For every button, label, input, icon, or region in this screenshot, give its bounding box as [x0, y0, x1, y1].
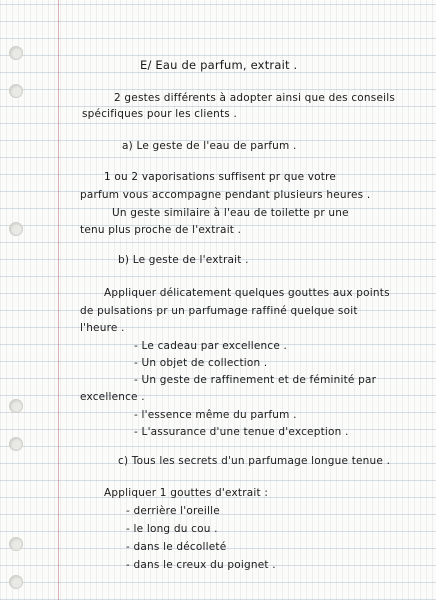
- section-c-bullet: - le long du cou .: [126, 523, 218, 535]
- punch-hole: [9, 84, 23, 98]
- section-a-line: parfum vous accompagne pendant plusieurs heures .: [80, 189, 371, 201]
- punch-hole: [9, 222, 23, 236]
- section-c-lead: Appliquer 1 gouttes d'extrait :: [104, 487, 269, 499]
- section-c-bullet: - derrière l'oreille: [126, 505, 220, 517]
- section-b-bullet: - Un objet de collection .: [134, 357, 268, 369]
- section-b-bullet: - L'assurance d'une tenue d'exception .: [134, 426, 349, 438]
- punch-hole: [9, 575, 23, 589]
- section-b-bullet: - l'essence même du parfum .: [134, 409, 297, 421]
- intro-line: 2 gestes différents à adopter ainsi que des conseils: [114, 92, 396, 104]
- section-a-heading: a) Le geste de l'eau de parfum .: [122, 140, 297, 152]
- punch-hole: [9, 537, 23, 551]
- section-b-bullet-cont: excellence .: [80, 391, 145, 403]
- section-a-line: Un geste similaire à l'eau de toilette pr une: [112, 207, 349, 219]
- section-c-heading: c) Tous les secrets d'un parfumage longue tenue .: [118, 455, 391, 467]
- punch-hole: [9, 437, 23, 451]
- section-c-bullet: - dans le creux du poignet .: [126, 559, 276, 571]
- punch-hole: [9, 399, 23, 413]
- section-b-bullet: - Le cadeau par excellence .: [134, 340, 288, 352]
- intro-line: spécifiques pour les clients .: [82, 108, 238, 120]
- section-a-line: 1 ou 2 vaporisations suffisent pr que votre: [104, 171, 337, 183]
- section-c-bullet: - dans le décolleté: [126, 541, 227, 553]
- section-b-line: l'heure .: [80, 322, 125, 334]
- section-b-line: de pulsations pr un parfumage raffiné quelque soit: [80, 305, 358, 317]
- page-title: E/ Eau de parfum, extrait .: [140, 58, 298, 72]
- margin-line: [58, 0, 59, 600]
- punch-hole: [9, 46, 23, 60]
- section-b-heading: b) Le geste de l'extrait .: [118, 254, 249, 266]
- section-a-line: tenu plus proche de l'extrait .: [80, 224, 242, 236]
- section-b-bullet: - Un geste de raffinement et de féminité par: [134, 374, 377, 386]
- section-b-line: Appliquer délicatement quelques gouttes aux points: [104, 287, 390, 299]
